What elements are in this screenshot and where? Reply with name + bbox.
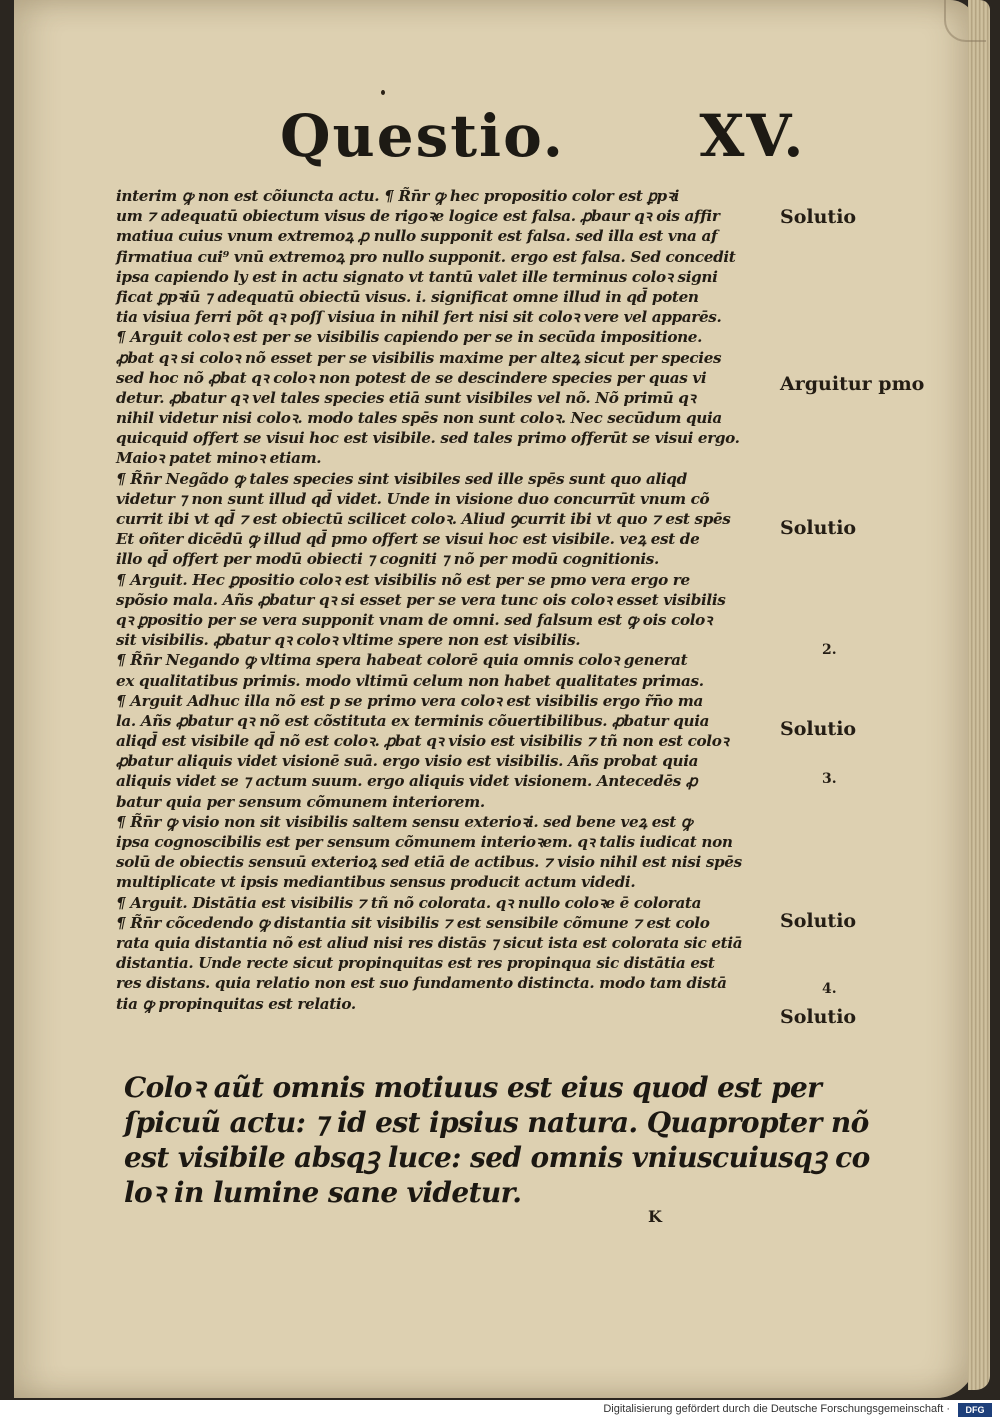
margin-note-arguitur: Arguitur pmo (780, 373, 925, 395)
text-line: spõsio mala. Añs ꝓbatur qꝛ si esset per se vera tunc ois coloꝛ esset visibilis (116, 590, 726, 609)
margin-note-num-2: 2. (822, 642, 837, 658)
text-line: ¶ Arguit Adhuc illa nõ est p se primo vera coloꝛ est visibilis ergo r̃n̄o ma (116, 691, 703, 710)
text-line: sit visibilis. ꝓbatur qꝛ coloꝛ vltime spere non est visibilis. (116, 631, 581, 650)
large-text-line: loꝛ in lumine sane videtur. (124, 1176, 522, 1209)
text-line: detur. ꝓbatur qꝛ vel tales species etiā sunt visibiles vel nõ. Nõ primū qꝛ (116, 388, 696, 407)
text-line: ꝓbatur aliquis videt visionē suā. ergo visio est visibilis. Añs probat quia (116, 752, 699, 771)
text-line: aliquis videt se ⁊ actum suum. ergo aliquis videt visionem. Antecedēs ꝓ (116, 772, 698, 791)
text-line: ¶ Arguit coloꝛ est per se visibilis capiendo per se in secūda impositione. (116, 328, 703, 347)
ink-dot (381, 90, 385, 95)
text-line: distantia. Unde recte sicut propinquitas est res propinqua sic distātia est (116, 954, 715, 973)
margin-note-num-3: 3. (822, 771, 837, 787)
text-line: ¶ R̃n̄r cõcedendo ꝙ distantia sit visibilis ⁊ est sensibile cõmune ⁊ est colo (116, 913, 710, 932)
text-line: tia ꝙ propinquitas est relatio. (116, 994, 356, 1013)
margin-note-solutio-4: Solutio (780, 910, 857, 932)
body-text (116, 186, 766, 1014)
text-line: currit ibi vt qd̄ ⁊ est obiectū scilicet coloꝛ. Aliud ꝯcurrit ibi vt quo ⁊ est spēs (116, 510, 731, 528)
text-line: solū de obiectis sensuū exterioꝝ sed etiā de actibus. ⁊ visio nihil est nisi spēs (116, 853, 742, 872)
binding-tab (944, 0, 986, 42)
text-line: la. Añs ꝓbatur qꝛ nõ est cõstituta ex terminis cõuertibilibus. ꝓbatur quia (116, 711, 710, 730)
heading-word: Questio. (280, 102, 565, 170)
heading-numeral: XV. (699, 102, 806, 170)
text-line: ipsa cognoscibilis est per sensum cõmunem interioꝛem. qꝛ talis iudicat non (116, 833, 733, 851)
text-line: aliqd̄ est visibile qd̄ nõ est coloꝛ. ꝓbat qꝛ visio est visibilis ⁊ tñ non est coloꝛ (116, 732, 729, 751)
text-line: ex qualitatibus primis. modo vltimū celum non habet qualitates primas. (116, 671, 704, 690)
text-line: quicquid offert se visui hoc est visibile. sed tales primo offerūt se visui ergo. (116, 429, 740, 448)
text-line: res distans. quia relatio non est suo fundamento distincta. modo tam distā (116, 974, 727, 993)
signature-mark: K (648, 1207, 662, 1226)
text-line: ficat ꝑpꝛiū ⁊ adequatū obiectū visus. i. significat omne illud in qd̄ poten (116, 287, 699, 306)
footer-bar (0, 1400, 1000, 1421)
text-line: interim ꝙ non est cõiuncta actu. ¶ R̃n̄r ꝙ hec propositio color est ꝑpꝛi (116, 187, 680, 205)
text-line: sed hoc nõ ꝓbat qꝛ coloꝛ non potest de se descindere species per quas vi (116, 368, 707, 387)
text-line: ¶ R̃n̄r Negando ꝙ vltima spera habeat colorē quia omnis coloꝛ generat (116, 651, 688, 670)
large-text-line: ſpicuũ actu: ⁊ id est ipsius natura. Quapropter nõ (124, 1106, 869, 1139)
text-line: Maioꝛ patet minoꝛ etiam. (116, 449, 322, 468)
footer-credit: Digitalisierung gefördert durch die Deutsche Forschungsgemeinschaft · (603, 1403, 950, 1415)
margin-note-solutio-1: Solutio (780, 206, 857, 228)
text-line: multiplicate vt ipsis mediantibus sensus producit actum videdi. (116, 873, 636, 892)
text-line: ¶ Arguit. Hec ꝑpositio coloꝛ est visibilis nõ est per se pmo vera ergo re (116, 570, 690, 589)
margin-note-solutio-2: Solutio (780, 517, 857, 539)
text-line: ¶ R̃n̄r Negãdo ꝙ tales species sint visibiles sed ille spēs sunt quo aliqd (116, 469, 687, 488)
page-heading (280, 102, 806, 174)
large-text-line: est visibile absqꝫ luce: sed omnis vniuscuiusqꝫ co (124, 1141, 870, 1174)
margin-note-num-4: 4. (822, 981, 837, 997)
text-line: rata quia distantia nõ est aliud nisi res distās ⁊ sicut ista est colorata sic etiā (116, 933, 743, 952)
margin-note-solutio-3: Solutio (780, 718, 857, 740)
text-line: matiua cuius vnum extremoꝝ ꝓ nullo supponit est falsa. sed illa est vna af (116, 227, 718, 246)
text-line: Et oñter dicēdū ꝙ illud qd̄ pmo offert se visui hoc est visibile. veꝝ est de (116, 530, 700, 549)
text-line: ¶ Arguit. Distātia est visibilis ⁊ tñ nõ colorata. qꝛ nullo coloꝛe ē colorata (116, 893, 702, 912)
text-line: firmatiua cui⁹ vnū extremoꝝ pro nullo supponit. ergo est falsa. Sed concedit (116, 247, 736, 266)
text-line: nihil videtur nisi coloꝛ. modo tales spēs non sunt coloꝛ. Nec secūdum quia (116, 409, 722, 428)
text-line: ꝓbat qꝛ si coloꝛ nõ esset per se visibilis maxime per alteꝝ sicut per species (116, 348, 722, 367)
aristotle-text (124, 1070, 870, 1210)
text-line: um ⁊ adequatū obiectum visus de rigoꝛe logice est falsa. ꝓbaur qꝛ ois affir (116, 207, 720, 226)
text-line: videtur ⁊ non sunt illud qd̄ videt. Unde in visione duo concurrūt vnum cõ (116, 489, 710, 508)
text-line: illo qd̄ offert per modū obiecti ⁊ cogniti ⁊ nõ per modū cognitionis. (116, 550, 659, 569)
text-line: ipsa capiendo ly est in actu signato vt tantū valet ille terminus coloꝛ signi (116, 267, 718, 286)
large-text-line: Coloꝛ aũt omnis motiuus est eius quod est per (124, 1071, 822, 1104)
dfg-logo: DFG (958, 1403, 992, 1417)
page-edges (968, 0, 990, 1390)
text-line: batur quia per sensum cõmunem interiorem. (116, 792, 485, 811)
text-line: ¶ R̃n̄r ꝙ visio non sit visibilis saltem sensu exterioꝛi. sed bene veꝝ est ꝙ (116, 812, 692, 831)
margin-note-solutio-5: Solutio (780, 1006, 857, 1028)
text-line: tia visiua ferri põt qꝛ poſſ visiua in nihil fert nisi sit coloꝛ vere vel apparēs. (116, 308, 722, 327)
text-line: qꝛ ꝑpositio per se vera supponit vnam de omni. sed falsum est ꝙ ois coloꝛ (116, 610, 712, 629)
